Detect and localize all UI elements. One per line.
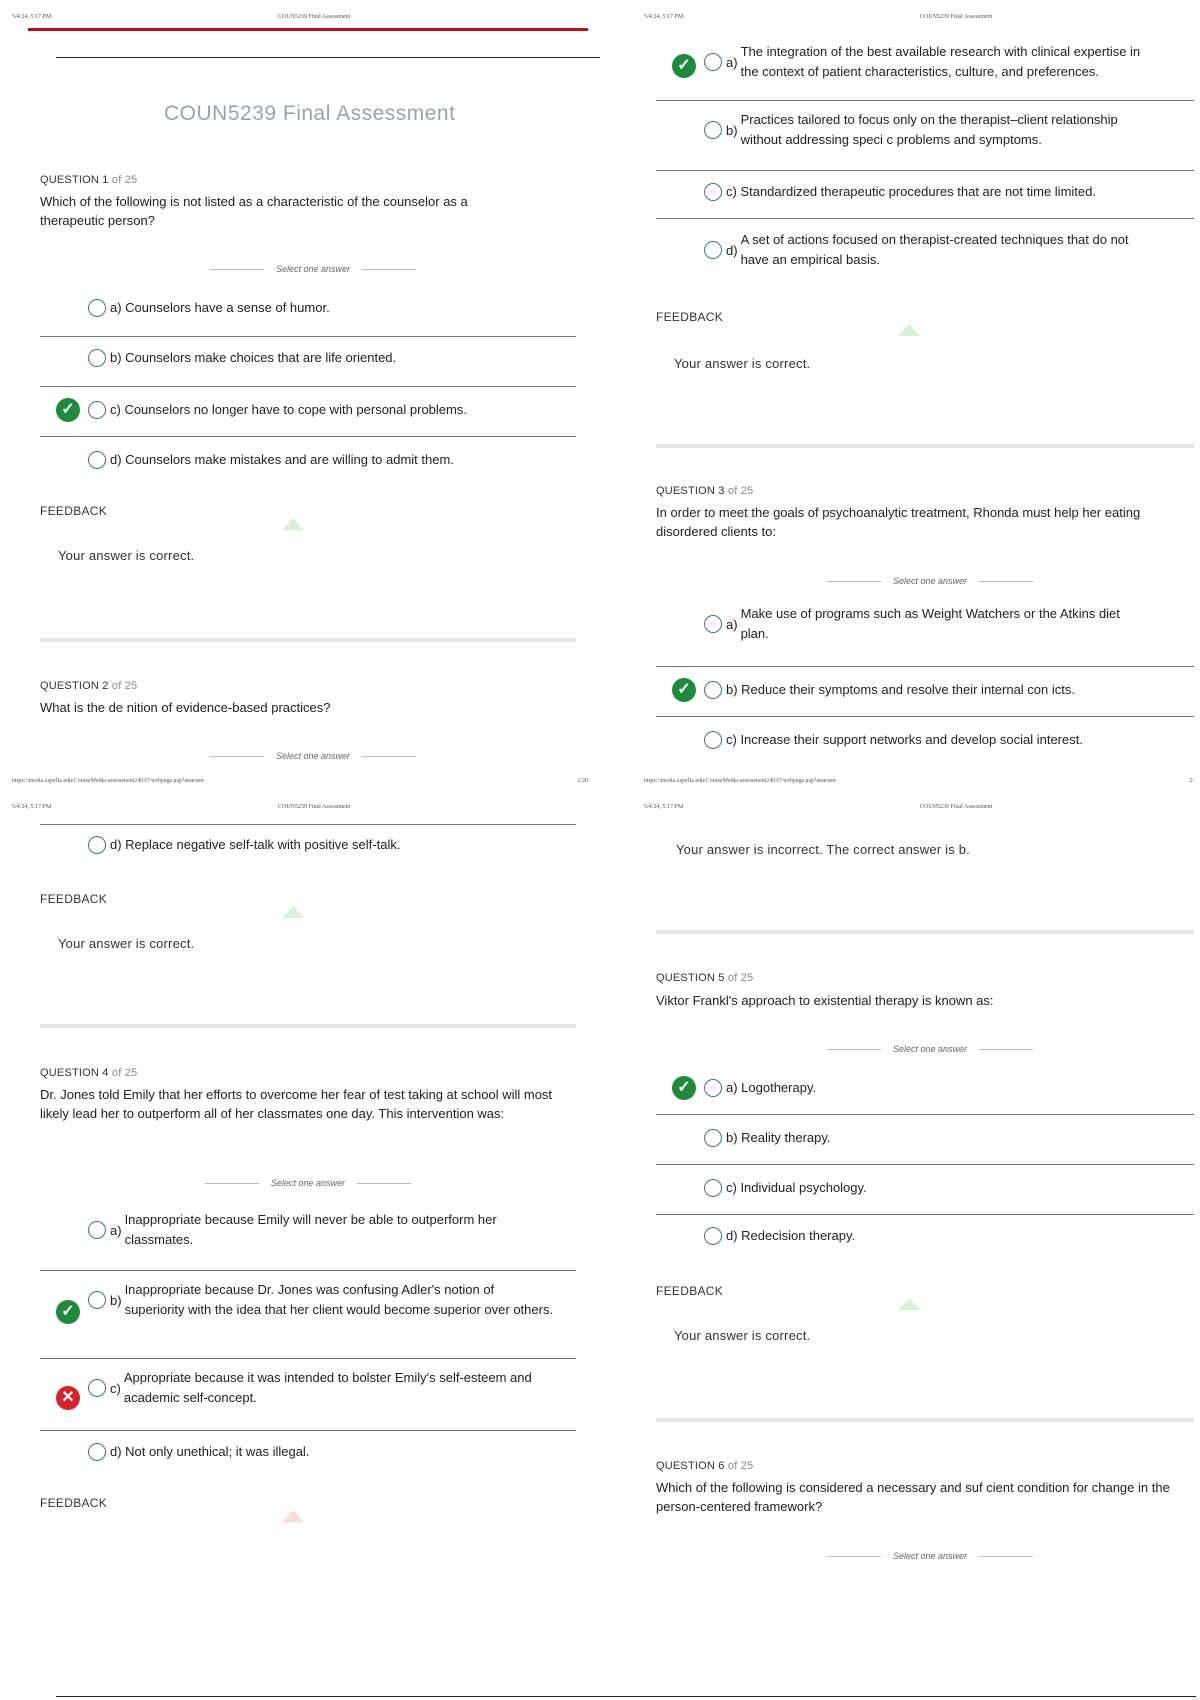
divider — [40, 1270, 576, 1271]
question-5-header: QUESTION 5 of 25 — [656, 972, 754, 984]
radio-button[interactable] — [704, 731, 722, 749]
question-4-header: QUESTION 4 of 25 — [40, 1067, 138, 1079]
bottom-rule — [56, 1696, 1196, 1697]
q4-feedback-text: Your answer is incorrect. The correct answer is b. — [676, 842, 970, 857]
section-separator — [656, 930, 1194, 934]
radio-button[interactable] — [88, 1443, 106, 1461]
q3-option-c[interactable]: c) Increase their support networks and develop social interest. — [704, 730, 1083, 750]
page-header — [600, 790, 1200, 824]
header-timestamp: 5/4/24, 5:17 PM — [644, 14, 684, 20]
page-3 — [0, 790, 600, 1700]
radio-button[interactable] — [88, 451, 106, 469]
header-title: COUN5239 Final Assessment — [278, 804, 351, 810]
red-accent-bar — [28, 28, 588, 31]
radio-button[interactable] — [704, 1227, 722, 1245]
divider — [656, 1164, 1194, 1165]
question-2-text: What is the de nition of evidence-based practices? — [40, 700, 331, 715]
question-1-header: QUESTION 1 of 25 — [40, 174, 138, 186]
divider — [40, 336, 576, 337]
question-6-text: Which of the following is considered a necessary and suf cient condition for change in the person-centered framework? — [656, 1480, 1170, 1514]
q3-option-b[interactable]: b) Reduce their symptoms and resolve their internal con icts. — [704, 680, 1075, 700]
radio-button[interactable] — [704, 121, 722, 139]
feedback-label: FEEDBACK — [40, 504, 108, 518]
divider — [656, 218, 1194, 219]
q1-feedback-text: Your answer is correct. — [58, 548, 195, 563]
correct-check-icon: ✓ — [56, 398, 80, 422]
header-timestamp: 5/4/24, 5:17 PM — [12, 804, 52, 810]
q4-option-b[interactable]: b) Inappropriate because Dr. Jones was confusing Adler's notion of superiority with the idea that her client would become superior over others. — [88, 1280, 568, 1320]
q4-option-a[interactable]: a) Inappropriate because Emily will never be able to outperform her classmates. — [88, 1210, 568, 1250]
header-timestamp: 5/4/24, 5:17 PM — [644, 804, 684, 810]
question-1-text: Which of the following is not listed as a characteristic of the counselor as a therapeutic person? — [40, 194, 468, 228]
radio-button[interactable] — [704, 1129, 722, 1147]
q2-option-d[interactable]: d) A set of actions focused on therapist-created techniques that do not have an empirical basis. — [704, 230, 1184, 270]
q2-feedback-text: Your answer is correct. — [674, 356, 811, 371]
q4-option-d[interactable]: d) Not only unethical; it was illegal. — [88, 1442, 309, 1462]
divider — [40, 1358, 576, 1359]
question-3-text: In order to meet the goals of psychoanalytic treatment, Rhonda must help her eating disordered clients to: — [656, 505, 1141, 539]
radio-button[interactable] — [88, 401, 106, 419]
radio-button[interactable] — [88, 349, 106, 367]
q1-option-d[interactable]: d) Counselors make mistakes and are willing to admit them. — [88, 450, 454, 470]
correct-check-icon: ✓ — [672, 1076, 696, 1100]
section-separator — [656, 1418, 1194, 1422]
feedback-pointer-icon — [898, 1298, 920, 1310]
radio-button[interactable] — [704, 1179, 722, 1197]
select-one-answer-label: Select one answer — [810, 1551, 1050, 1561]
divider — [656, 1114, 1194, 1115]
radio-button[interactable] — [88, 1291, 106, 1309]
page-1 — [0, 0, 600, 790]
correct-check-icon: ✓ — [56, 1300, 80, 1324]
incorrect-x-icon: ✕ — [56, 1386, 80, 1410]
q1-option-c[interactable]: c) Counselors no longer have to cope with personal problems. — [88, 400, 467, 420]
divider — [40, 824, 576, 825]
feedback-pointer-icon — [282, 906, 304, 918]
q2-option-c[interactable]: c) Standardized therapeutic procedures that are not time limited. — [704, 182, 1096, 202]
q3-option-d[interactable]: d) Replace negative self-talk with positive self-talk. — [88, 835, 400, 855]
divider — [656, 100, 1194, 101]
select-one-answer-label: Select one answer — [193, 751, 433, 761]
q5-option-c[interactable]: c) Individual psychology. — [704, 1178, 867, 1198]
q5-option-b[interactable]: b) Reality therapy. — [704, 1128, 831, 1148]
section-separator — [656, 444, 1194, 448]
divider — [656, 170, 1194, 171]
page-header — [600, 0, 1200, 34]
question-2-header: QUESTION 2 of 25 — [40, 680, 138, 692]
title-rule — [56, 57, 600, 58]
header-title: COUN5239 Final Assessment — [920, 804, 993, 810]
radio-button[interactable] — [88, 836, 106, 854]
radio-button[interactable] — [704, 1079, 722, 1097]
radio-button[interactable] — [704, 615, 722, 633]
q5-feedback-text: Your answer is correct. — [674, 1328, 811, 1343]
section-separator — [40, 1024, 576, 1028]
feedback-pointer-icon — [282, 518, 304, 530]
correct-check-icon: ✓ — [672, 678, 696, 702]
feedback-label: FEEDBACK — [40, 892, 108, 906]
q4-option-c[interactable]: c) Appropriate because it was intended to bolster Emily's self-esteem and academic self-concept. — [88, 1368, 568, 1408]
q1-option-b[interactable]: b) Counselors make choices that are life oriented. — [88, 348, 396, 368]
question-6-header: QUESTION 6 of 25 — [656, 1460, 754, 1472]
radio-button[interactable] — [88, 1379, 106, 1397]
question-3-header: QUESTION 3 of 25 — [656, 485, 754, 497]
correct-check-icon: ✓ — [672, 54, 696, 78]
radio-button[interactable] — [704, 681, 722, 699]
divider — [656, 1214, 1194, 1215]
feedback-label: FEEDBACK — [656, 1284, 724, 1298]
q2-option-b[interactable]: b) Practices tailored to focus only on the therapist–client relationship without addressing speci c problems and symptoms. — [704, 110, 1184, 150]
question-5-text: Viktor Frankl's approach to existential therapy is known as: — [656, 993, 994, 1008]
page-footer: https://media.capella.edu/CourseMedia/assessment24037/webpage.asp?assessm 2/ — [644, 778, 1194, 784]
divider — [40, 1430, 576, 1431]
q1-option-a[interactable]: a) Counselors have a sense of humor. — [88, 298, 330, 318]
select-one-answer-label: Select one answer — [810, 576, 1050, 586]
select-one-answer-label: Select one answer — [193, 264, 433, 274]
radio-button[interactable] — [704, 241, 722, 259]
feedback-label: FEEDBACK — [656, 310, 724, 324]
select-one-answer-label: Select one answer — [188, 1178, 428, 1188]
header-timestamp: 5/4/24, 5:17 PM — [12, 14, 52, 20]
page-2 — [600, 0, 1200, 790]
divider — [656, 716, 1194, 717]
page-header — [0, 790, 600, 824]
feedback-pointer-icon — [898, 324, 920, 336]
feedback-pointer-icon — [282, 1510, 304, 1522]
feedback-label: FEEDBACK — [40, 1496, 108, 1510]
q3-option-a[interactable]: a) Make use of programs such as Weight Watchers or the Atkins diet plan. — [704, 604, 1184, 644]
question-4-text: Dr. Jones told Emily that her efforts to overcome her fear of test taking at school will most likely lead her to outperform all of her classmates one day. This intervention was: — [40, 1087, 553, 1121]
q5-option-d[interactable]: d) Redecision therapy. — [704, 1226, 855, 1246]
radio-button[interactable] — [704, 53, 722, 71]
divider — [656, 666, 1194, 667]
section-separator — [40, 638, 576, 642]
divider — [40, 436, 576, 437]
select-one-answer-label: Select one answer — [810, 1044, 1050, 1054]
page-title: COUN5239 Final Assessment — [164, 102, 456, 125]
q2-option-a[interactable]: a) The integration of the best available research with clinical expertise in the context of patient characteristics, culture, and preferences. — [704, 42, 1184, 82]
radio-button[interactable] — [704, 183, 722, 201]
divider — [40, 386, 576, 387]
q5-option-a[interactable]: a) Logotherapy. — [704, 1078, 816, 1098]
header-title: COUN5239 Final Assessment — [920, 14, 993, 20]
radio-button[interactable] — [88, 1221, 106, 1239]
radio-button[interactable] — [88, 299, 106, 317]
page-footer: https://media.capella.edu/CourseMedia/assessment24037/webpage.asp?assessm 1/20 — [12, 778, 588, 784]
page-4 — [600, 790, 1200, 1700]
q3-feedback-text: Your answer is correct. — [58, 936, 195, 951]
header-title: COUN5239 Final Assessment — [278, 14, 351, 20]
